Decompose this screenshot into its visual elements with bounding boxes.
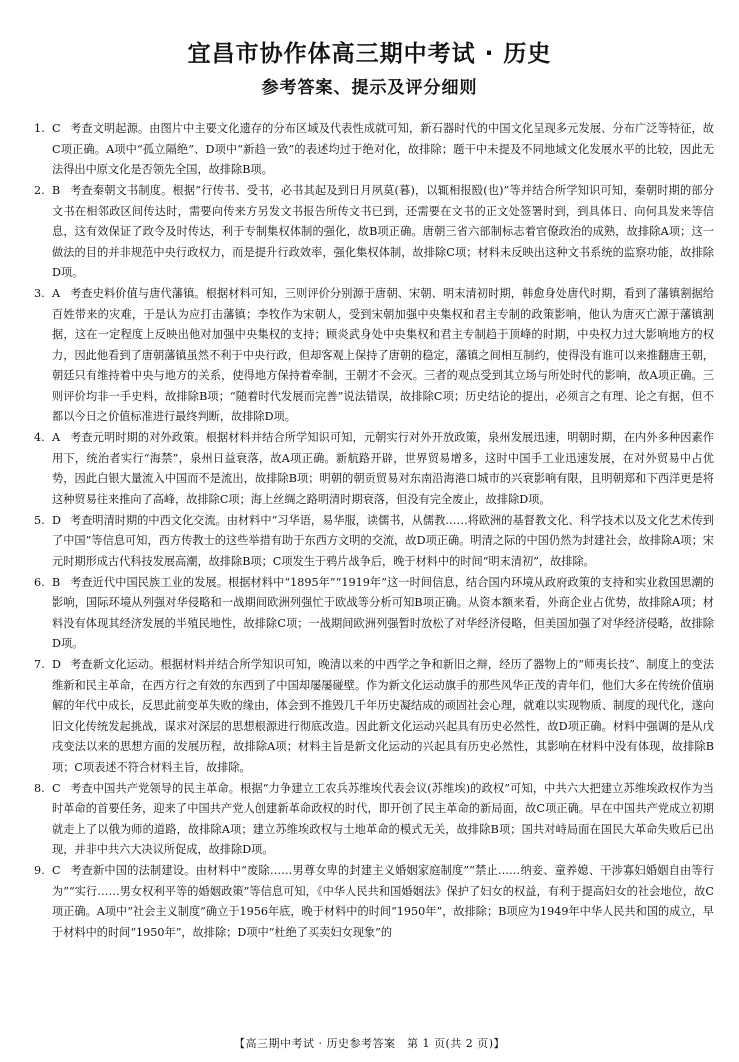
item-answer: B [52, 575, 61, 589]
item-number: 5. [34, 513, 45, 527]
item-explanation: 考查新中国的法制建设。由材料中“废除……男尊女卑的封建主义婚姻家庭制度”“禁止……纳妾、童养媳、干涉寡妇婚姻自由等行为”“实行……男女权利平等的婚姻政策”等信息可知，《中华人民共和国婚姻法》保护了妇女的权益，有利于提高妇女的社会地位，故C项正确。A项中“社会主义制度”确立于1956年底，晚于材料中的时间“1950年”，故排除；B项应为1949年中华人民共和国的成立，早于材料中的时间“1950年”，故排除；D项中“杜绝了买卖妇女现象”的 [52, 864, 714, 939]
answer-item-1 [34, 119, 714, 181]
page-footer: 【高三期中考试 · 历史参考答案 第 1 页(共 2 页)】 [233, 1037, 506, 1050]
item-explanation: 考查中国共产党领导的民主革命。根据“力争建立工农兵苏维埃代表会议(苏维埃)的政权”可知，中共六大把建立苏维埃政权作为当时革命的首要任务，迎来了中国共产党人创建新革命政权的时代，即开创了民主革命的新局面，故C项正确。早在中国共产党成立初期就走上了以俄为师的道路，故排除A项；建立苏维埃政权与土地革命的模式无关，故排除B项；国共对峙局面在国民大革命失败后已出现，并非中共六大决议所促成，故排除D项。 [52, 781, 714, 856]
item-answer: D [52, 658, 61, 671]
item-explanation: 考查近代中国民族工业的发展。根据材料中“1895年”“1919年”这一时间信息，结合国内环境从政府政策的支持和实业救国思潮的影响，国际环境从列强对华侵略和一战期间欧洲列强忙于欧战等分析可知B项正确。从资本额来看，外商企业占优势，故排除A项；材料没有体现其经济发展的半殖民地性，故排除C项；一战期间欧洲列强暂时放松了对华经济侵略，但美国加强了对华经济侵略，故排除D项。 [52, 575, 714, 650]
item-number: 1. [34, 122, 45, 135]
item-number: 3. [34, 287, 45, 300]
page-subtitle: 参考答案、提示及评分细则 [261, 78, 478, 98]
answer-item-3 [34, 284, 714, 428]
answer-item-5 [34, 511, 714, 573]
answer-item-7 [34, 655, 714, 778]
item-answer: B [52, 184, 61, 197]
item-explanation: 考查史料价值与唐代藩镇。根据材料可知，三则评价分别源于唐朝、宋朝、明末清初时期，韩愈身处唐代时期，看到了藩镇割据给百姓带来的灾难，于是认为应打击藩镇；李牧作为宋朝人，受到宋朝加强中央集权和君主专制的政策影响，他认为唐灭亡源于藩镇割据，这在一定程度上反映出他对加强中央集权的支持；顾炎武身处中央集权和君主专制趋于顶峰的时期，中央权力过大影响地方的权力，因此他看到了唐朝藩镇虽然不利于中央行政，但却客观上保持了唐朝的稳定，藩镇之间相互制约，使得没有谁可以来推翻唐王朝，朝廷只有维持着中央与地方的关系，使得地方保持着牵制，王朝才不会灭。三者的观点受到其立场与所处时代的影响，故A项正确。三则评价均非一手史料，故排除B项；“随着时代发展而完善”说法错误，故排除C项；历史结论的提出，必须言之有理、论之有据，但不都以今日之价值标准进行最终判断，故排除D项。 [52, 287, 714, 423]
item-answer: D [52, 513, 61, 527]
answer-item-9 [34, 861, 714, 943]
answer-item-2 [34, 181, 714, 284]
item-number: 4. [34, 431, 45, 444]
item-explanation: 考查文明起源。由图片中主要文化遗存的分布区域及代表性成就可知，新石器时代的中国文化呈现多元发展、分布广泛等特征，故C项正确。A项中“孤立隔绝”、D项中“新趋一致”的表述均过于绝对化，故排除；题干中未提及不同地域文化发展水平的比较，因此无法得出中原文化是否领先全国，故排除B项。 [52, 122, 714, 176]
item-answer: C [52, 781, 61, 795]
item-explanation: 考查新文化运动。根据材料并结合所学知识可知，晚清以来的中西学之争和新旧之辩，经历了器物上的“师夷长技”、制度上的变法维新和民主革命，在西方行之有效的东西到了中国却屡屡碰壁。作为新文化运动旗手的那些风华正茂的青年们，他们大多在传统价值崩解的年代中成长，反思此前变革失败的缘由，体会到不推毁几千年历史凝结成的顽固社会心理，就难以实现物质、制度的现代化，遂向旧文化传统发起挑战，谋求对深层的思想根源进行彻底改造。因此新文化运动兴起具有历史必然性，故D项正确。材料中强调的是从戊戌变法以来的思想方面的发展历程，故排除A项；材料主旨是新文化运动的兴起具有历史必然性，其影响在材料中没有体现，故排除B项；C项表述不符合材料主旨，故排除。 [52, 658, 714, 774]
item-explanation: 考查秦朝文书制度。根据“行传书、受书，必书其起及到日月夙莫(暮)，以辄相报殹(也)”等并结合所学知识可知，秦朝时期的部分文书在相邻政区间传达时，需要向传来方另发文书报告所传文书已到，还需要在文书的正文处签署时到，到具体日、向何具发来等信息，这有效保证了政令及时传达，利于专制集权体制的强化，故B项正确。唐朝三省六部制标志着官僚政治的成熟，故排除A项；这一做法的目的并非规范中央行政权力，而是提升行政效率，强化集权体制，故排除C项；材料未反映出这种文书系统的监察功能，故排除D项。 [52, 184, 714, 279]
item-number: 6. [34, 575, 45, 589]
item-number: 2. [34, 184, 45, 197]
item-explanation: 考查明清时期的中西文化交流。由材料中“习华语，易华服，读儒书，从儒教……将欧洲的基督教文化、科学技术以及文化艺术传到了中国”等信息可知，西方传教士的这些举措有助于东西方文明的交流，故D项正确。明清之际的中国仍然为封建社会，故排除A项；宋元时期形成古代科技发展高潮，故排除B项；C项发生于鸦片战争后，晚于材料中的时间“明末清初”，故排除。 [52, 513, 714, 568]
item-answer: A [52, 431, 61, 444]
item-answer: A [52, 287, 61, 300]
item-explanation: 考查元明时期的对外政策。根据材料并结合所学知识可知，元朝实行对外开放政策，泉州发展迅速，明朝时期，在内外多种因素作用下，统治者实行“海禁”，泉州日益衰落，故A项正确。新航路开辟，世界贸易增多，这时中国手工业迅速发展，在对外贸易中占优势，因此白银大量流入中国而不是流出，故排除B项；明朝的朝贡贸易对东南沿海港口城市的兴衰影响有限，且明朝郑和下西洋更是将这种贸易往来推向了高峰，故排除C项；海上丝绸之路明清时期衰落，但没有完全废止，故排除D项。 [52, 431, 714, 506]
item-number: 7. [34, 658, 45, 671]
page-title: 宜昌市协作体高三期中考试 · 历史 [187, 41, 552, 67]
item-number: 9. [34, 864, 45, 877]
item-number: 8. [34, 781, 45, 795]
answer-item-8 [34, 779, 714, 861]
answer-list [34, 119, 714, 944]
answer-item-6 [34, 573, 714, 655]
item-answer: C [52, 864, 61, 877]
item-answer: C [52, 122, 61, 135]
answer-item-4 [34, 428, 714, 510]
